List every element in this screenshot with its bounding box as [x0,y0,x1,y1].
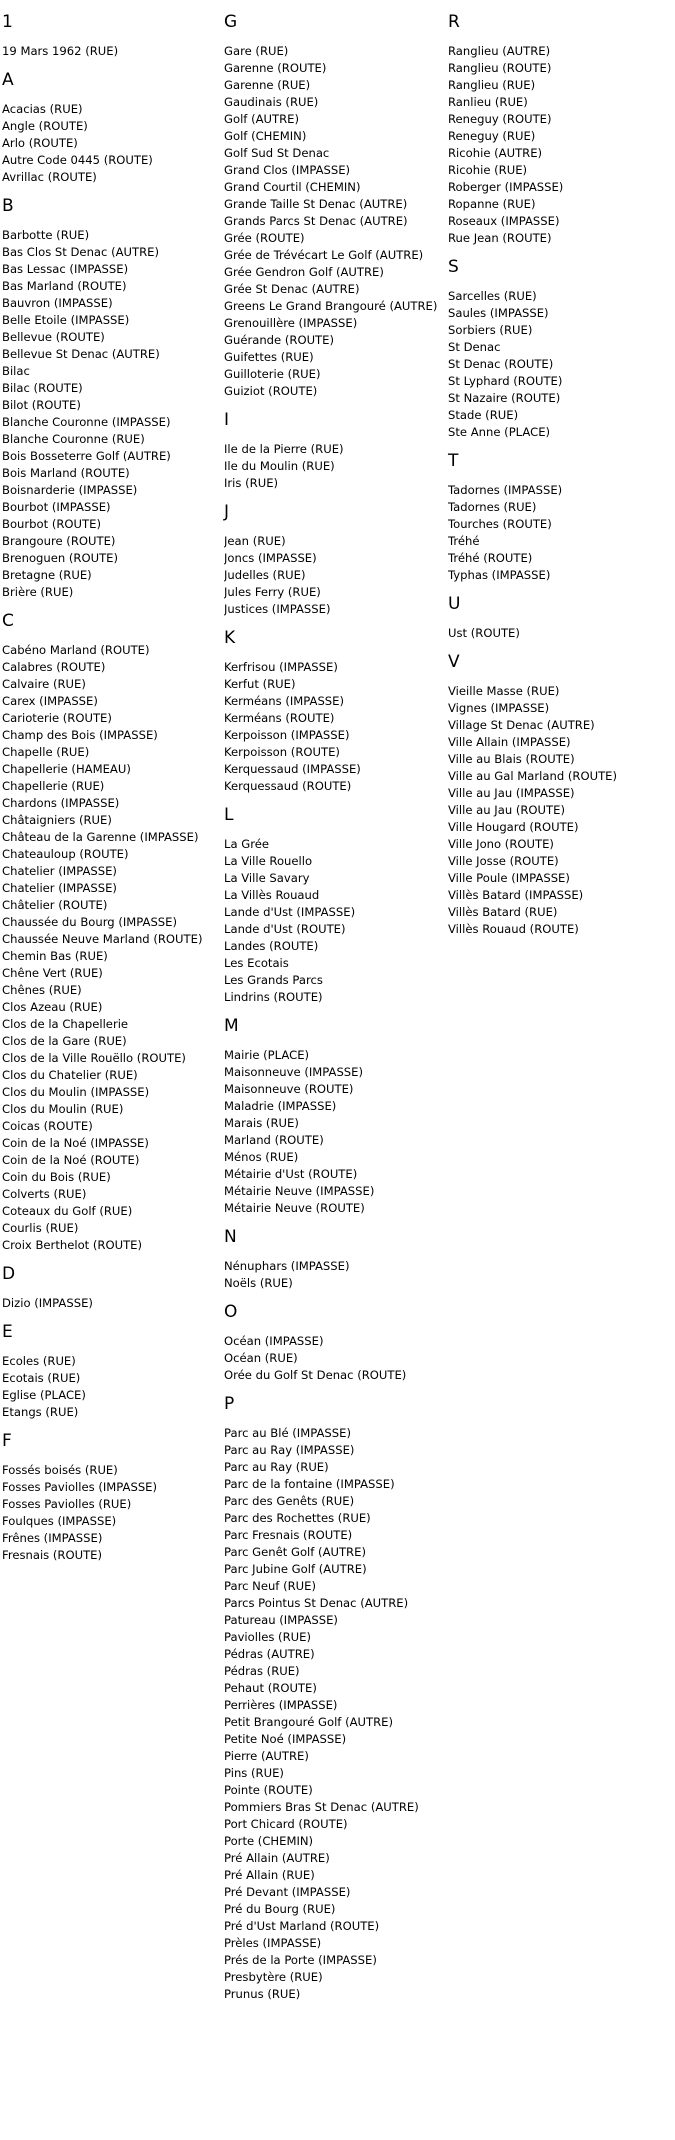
street-name: Parc Jubine Golf (AUTRE) [224,1562,367,1576]
street-name: Ust (ROUTE) [448,626,520,640]
street-name: Roseaux (IMPASSE) [448,214,560,228]
group-letter-heading: V [448,652,460,672]
group-letter-heading: C [2,611,14,631]
street-name: Chapelle (RUE) [2,745,90,759]
street-name: Mairie (PLACE) [224,1048,310,1062]
street-name: Grande Taille St Denac (AUTRE) [224,197,408,211]
street-name: Blanche Couronne (IMPASSE) [2,415,171,429]
street-name: Champ des Bois (IMPASSE) [2,728,158,742]
street-name: Eglise (PLACE) [2,1388,86,1402]
group-letter-heading: P [224,1394,235,1414]
street-name: Carioterie (ROUTE) [2,711,112,725]
street-name: Joncs (IMPASSE) [224,551,317,565]
street-name: Bellevue (ROUTE) [2,330,105,344]
street-name: Bourbot (IMPASSE) [2,500,111,514]
street-name: Parc de la fontaine (IMPASSE) [224,1477,395,1491]
group-letter-heading: U [448,594,461,614]
street-name: Ranglieu (RUE) [448,78,536,92]
street-name: Grée Gendron Golf (AUTRE) [224,265,384,279]
street-name: Lande d'Ust (IMPASSE) [224,905,356,919]
street-name: Clos du Moulin (IMPASSE) [2,1085,150,1099]
street-name: Vignes (IMPASSE) [448,701,550,715]
street-name: La Villès Rouaud [224,888,320,902]
street-name: Etangs (RUE) [2,1405,79,1419]
street-index-column-1 [2,12,222,1574]
street-name: Prés de la Porte (IMPASSE) [224,1953,377,1967]
letter-group [2,12,222,60]
street-name: Lande d'Ust (ROUTE) [224,922,346,936]
street-name: Reneguy (RUE) [448,129,536,143]
street-name: Métairie Neuve (IMPASSE) [224,1184,375,1198]
street-name: Acacias (RUE) [2,102,83,116]
street-name: Chêne Vert (RUE) [2,966,103,980]
street-name: Jean (RUE) [224,534,286,548]
street-name: Clos de la Gare (RUE) [2,1034,127,1048]
street-name: Clos du Moulin (RUE) [2,1102,124,1116]
letter-group [224,1016,446,1217]
street-name: Kerméans (IMPASSE) [224,694,345,708]
street-name: Pré d'Ust Marland (ROUTE) [224,1919,380,1933]
street-name: Chaussée Neuve Marland (ROUTE) [2,932,203,946]
group-letter-heading: D [2,1264,16,1284]
street-name: Parcs Pointus St Denac (AUTRE) [224,1596,409,1610]
street-name: Rue Jean (ROUTE) [448,231,552,245]
street-name: Fosses Paviolles (IMPASSE) [2,1480,158,1494]
street-name: Nénuphars (IMPASSE) [224,1259,350,1273]
street-name: Bas Marland (ROUTE) [2,279,127,293]
street-name: Ranlieu (RUE) [448,95,528,109]
letter-group [448,12,673,247]
street-name: Coteaux du Golf (RUE) [2,1204,133,1218]
street-name: Chemin Bas (RUE) [2,949,108,963]
letter-group [2,1322,222,1421]
street-name: Chapellerie (HAMEAU) [2,762,131,776]
street-name: Clos du Chatelier (RUE) [2,1068,138,1082]
street-name: Autre Code 0445 (ROUTE) [2,153,153,167]
street-list [224,441,446,492]
street-name: Bois Marland (ROUTE) [2,466,130,480]
street-name: Ville au Blais (ROUTE) [448,752,575,766]
street-name: Guifettes (RUE) [224,350,314,364]
street-name: Villès Batard (RUE) [448,905,558,919]
letter-group [224,628,446,795]
street-name: Pré Allain (RUE) [224,1868,315,1882]
street-name: Parc au Ray (RUE) [224,1460,329,1474]
street-name: Maisonneuve (ROUTE) [224,1082,354,1096]
street-name: Grée St Denac (AUTRE) [224,282,360,296]
street-index-column-3 [448,12,673,948]
street-name: Pré du Bourg (RUE) [224,1902,336,1916]
street-name: Chatelier (IMPASSE) [2,864,117,878]
street-list [448,683,673,938]
street-name: Parc Genêt Golf (AUTRE) [224,1545,366,1559]
street-name: Grenouillère (IMPASSE) [224,316,358,330]
street-name: Ecotais (RUE) [2,1371,81,1385]
street-list [2,43,222,60]
street-name: Maladrie (IMPASSE) [224,1099,337,1113]
street-name: Boisnarderie (IMPASSE) [2,483,138,497]
street-name: Ville Poule (IMPASSE) [448,871,570,885]
street-name: Marland (ROUTE) [224,1133,324,1147]
letter-group [224,410,446,492]
street-list [224,1333,446,1384]
group-letter-heading: J [224,502,230,522]
street-name: Gaudinais (RUE) [224,95,319,109]
street-name: Ville au Jau (IMPASSE) [448,786,575,800]
street-name: Saules (IMPASSE) [448,306,549,320]
group-letter-heading: S [448,257,459,277]
street-name: Calabres (ROUTE) [2,660,106,674]
street-name: Grée de Trévécart Le Golf (AUTRE) [224,248,424,262]
street-name: Les Ecotais [224,956,289,970]
street-name: St Lyphard (ROUTE) [448,374,563,388]
street-name: Pierre (AUTRE) [224,1749,309,1763]
street-name: Stade (RUE) [448,408,519,422]
street-name: Pédras (AUTRE) [224,1647,315,1661]
street-name: Belle Etoile (IMPASSE) [2,313,130,327]
street-list [224,43,446,400]
street-name: Coin du Bois (RUE) [2,1170,111,1184]
street-name: Parc Fresnais (ROUTE) [224,1528,353,1542]
street-name: Bilac [2,364,30,378]
street-name: Guilloterie (RUE) [224,367,321,381]
street-name: Ville Josse (ROUTE) [448,854,559,868]
street-name: Ville au Gal Marland (ROUTE) [448,769,618,783]
street-name: Château de la Garenne (IMPASSE) [2,830,199,844]
street-name: St Denac (ROUTE) [448,357,554,371]
street-name: Tréhé (ROUTE) [448,551,533,565]
street-name: Gare (RUE) [224,44,289,58]
street-name: Grands Parcs St Denac (AUTRE) [224,214,408,228]
street-name: Ranglieu (AUTRE) [448,44,551,58]
letter-group [448,652,673,938]
letter-group [2,1431,222,1564]
street-name: Brière (RUE) [2,585,74,599]
street-name: Petit Brangouré Golf (AUTRE) [224,1715,394,1729]
street-name: Arlo (ROUTE) [2,136,78,150]
letter-group [2,1264,222,1312]
street-name: Chênes (RUE) [2,983,82,997]
street-name: Ville Allain (IMPASSE) [448,735,571,749]
street-name: Bourbot (ROUTE) [2,517,101,531]
street-name: Pommiers Bras St Denac (AUTRE) [224,1800,419,1814]
street-list [224,1047,446,1217]
street-name: Ile de la Pierre (RUE) [224,442,344,456]
letter-group [224,1394,446,2003]
street-name: Clos de la Ville Rouëllo (ROUTE) [2,1051,186,1065]
street-name: Barbotte (RUE) [2,228,90,242]
street-list [2,101,222,186]
street-name: Les Grands Parcs [224,973,323,987]
street-name: La Ville Savary [224,871,310,885]
street-name: Bauvron (IMPASSE) [2,296,113,310]
group-letter-heading: R [448,12,460,32]
street-index-column-2 [224,12,446,2013]
street-list [448,288,673,441]
letter-group [2,196,222,601]
street-name: Croix Berthelot (ROUTE) [2,1238,143,1252]
street-name: Maisonneuve (IMPASSE) [224,1065,364,1079]
street-name: Ménos (RUE) [224,1150,299,1164]
street-name: Presbytère (RUE) [224,1970,323,1984]
street-name: Chardons (IMPASSE) [2,796,120,810]
street-name: Bilot (ROUTE) [2,398,81,412]
street-name: Iris (RUE) [224,476,279,490]
street-name: Kerfrisou (IMPASSE) [224,660,338,674]
street-list [2,1295,222,1312]
street-name: Tréhé [448,534,480,548]
street-name: Coicas (ROUTE) [2,1119,93,1133]
street-name: Perrières (IMPASSE) [224,1698,338,1712]
street-name: Ricohie (AUTRE) [448,146,543,160]
street-name: Foulques (IMPASSE) [2,1514,117,1528]
street-name: Kerquessaud (ROUTE) [224,779,352,793]
street-name: Carex (IMPASSE) [2,694,98,708]
street-name: Parc au Blé (IMPASSE) [224,1426,351,1440]
street-name: Dizio (IMPASSE) [2,1296,93,1310]
street-name: Garenne (RUE) [224,78,311,92]
street-name: Petite Noé (IMPASSE) [224,1732,347,1746]
street-name: Pré Allain (AUTRE) [224,1851,330,1865]
group-letter-heading: K [224,628,236,648]
street-name: Tourches (ROUTE) [448,517,552,531]
street-list [448,482,673,584]
letter-group [2,70,222,186]
street-list [2,227,222,601]
street-name: Ricohie (RUE) [448,163,528,177]
street-name: Kerméans (ROUTE) [224,711,335,725]
street-name: La Grée [224,837,270,851]
group-letter-heading: M [224,1016,239,1036]
street-name: Tadornes (RUE) [448,500,537,514]
letter-group [448,451,673,584]
street-list [224,533,446,618]
street-name: Parc au Ray (IMPASSE) [224,1443,355,1457]
group-letter-heading: G [224,12,238,32]
street-name: Clos Azeau (RUE) [2,1000,103,1014]
street-name: Fosses Paviolles (RUE) [2,1497,132,1511]
street-name: Kerfut (RUE) [224,677,296,691]
street-name: Océan (IMPASSE) [224,1334,324,1348]
street-name: Avrillac (ROUTE) [2,170,97,184]
street-name: Roberger (IMPASSE) [448,180,564,194]
street-name: Ecoles (RUE) [2,1354,76,1368]
street-name: Golf (AUTRE) [224,112,299,126]
street-name: Tadornes (IMPASSE) [448,483,563,497]
street-name: Bois Bosseterre Golf (AUTRE) [2,449,171,463]
street-name: Garenne (ROUTE) [224,61,327,75]
street-name: Sorbiers (RUE) [448,323,533,337]
street-name: St Denac [448,340,501,354]
letter-group [224,1302,446,1384]
street-name: Ile du Moulin (RUE) [224,459,335,473]
letter-group [448,594,673,642]
street-name: Landes (ROUTE) [224,939,319,953]
street-name: Guiziot (ROUTE) [224,384,318,398]
street-name: Courlis (RUE) [2,1221,79,1235]
street-name: Pédras (RUE) [224,1664,300,1678]
street-name: Port Chicard (ROUTE) [224,1817,348,1831]
street-name: Métairie d'Ust (ROUTE) [224,1167,358,1181]
street-name: Brenoguen (ROUTE) [2,551,119,565]
group-letter-heading: E [2,1322,13,1342]
street-name: La Ville Rouello [224,854,313,868]
street-name: Grée (ROUTE) [224,231,305,245]
street-name: Reneguy (ROUTE) [448,112,552,126]
street-name: Ropanne (RUE) [448,197,536,211]
street-name: Golf (CHEMIN) [224,129,307,143]
street-name: Angle (ROUTE) [2,119,88,133]
street-name: Métairie Neuve (ROUTE) [224,1201,365,1215]
street-name: Ville Jono (ROUTE) [448,837,554,851]
street-name: Coin de la Noé (ROUTE) [2,1153,140,1167]
street-list [224,659,446,795]
letter-group [224,12,446,400]
group-letter-heading: O [224,1302,238,1322]
street-name: Bas Clos St Denac (AUTRE) [2,245,160,259]
street-name: Bellevue St Denac (AUTRE) [2,347,160,361]
street-name: Pehaut (ROUTE) [224,1681,317,1695]
group-letter-heading: L [224,805,234,825]
street-name: Cabéno Marland (ROUTE) [2,643,150,657]
group-letter-heading: T [448,451,459,471]
street-name: Marais (RUE) [224,1116,299,1130]
street-name: Pointe (ROUTE) [224,1783,313,1797]
street-list [2,1353,222,1421]
group-letter-heading: B [2,196,14,216]
letter-group [224,502,446,618]
street-name: 19 Mars 1962 (RUE) [2,44,119,58]
street-name: Jules Ferry (RUE) [224,585,321,599]
street-name: Guérande (ROUTE) [224,333,334,347]
street-name: Ranglieu (ROUTE) [448,61,552,75]
street-name: Greens Le Grand Brangouré (AUTRE) [224,299,438,313]
street-name: Lindrins (ROUTE) [224,990,323,1004]
street-list [224,836,446,1006]
street-list [448,43,673,247]
street-name: Ville Hougard (ROUTE) [448,820,579,834]
street-name: Paviolles (RUE) [224,1630,311,1644]
street-name: Typhas (IMPASSE) [448,568,551,582]
street-name: Clos de la Chapellerie [2,1017,129,1031]
letter-group [224,805,446,1006]
street-name: Chaussée du Bourg (IMPASSE) [2,915,178,929]
street-list [448,625,673,642]
street-name: Porte (CHEMIN) [224,1834,314,1848]
street-name: Coin de la Noé (IMPASSE) [2,1136,149,1150]
street-name: Parc des Rochettes (RUE) [224,1511,371,1525]
street-name: Chatelier (IMPASSE) [2,881,117,895]
street-list [224,1258,446,1292]
street-name: Océan (RUE) [224,1351,298,1365]
street-name: Ste Anne (PLACE) [448,425,551,439]
street-name: Châtaigniers (RUE) [2,813,112,827]
street-name: Bas Lessac (IMPASSE) [2,262,129,276]
street-name: Villès Batard (IMPASSE) [448,888,584,902]
street-name: Colverts (RUE) [2,1187,87,1201]
street-name: Grand Courtil (CHEMIN) [224,180,361,194]
street-name: Ville au Jau (ROUTE) [448,803,565,817]
street-name: Vieille Masse (RUE) [448,684,560,698]
street-name: Fossés boisés (RUE) [2,1463,118,1477]
street-name: Justices (IMPASSE) [224,602,331,616]
street-name: Grand Clos (IMPASSE) [224,163,351,177]
street-name: Parc des Genêts (RUE) [224,1494,355,1508]
letter-group [2,611,222,1254]
street-name: Parc Neuf (RUE) [224,1579,316,1593]
street-list [224,1425,446,2003]
street-list [2,1462,222,1564]
street-name: St Nazaire (ROUTE) [448,391,561,405]
street-name: Prèles (IMPASSE) [224,1936,322,1950]
street-name: Kerpoisson (ROUTE) [224,745,340,759]
street-name: Frênes (IMPASSE) [2,1531,103,1545]
street-name: Patureau (IMPASSE) [224,1613,338,1627]
street-name: Fresnais (ROUTE) [2,1548,103,1562]
group-letter-heading: 1 [2,12,13,32]
street-name: Golf Sud St Denac [224,146,330,160]
street-name: Sarcelles (RUE) [448,289,537,303]
street-name: Chateauloup (ROUTE) [2,847,129,861]
street-name: Chapellerie (RUE) [2,779,105,793]
street-name: Prunus (RUE) [224,1987,301,2001]
letter-group [448,257,673,441]
street-name: Orée du Golf St Denac (ROUTE) [224,1368,407,1382]
street-name: Blanche Couronne (RUE) [2,432,145,446]
street-name: Brangoure (ROUTE) [2,534,116,548]
group-letter-heading: N [224,1227,237,1247]
street-name: Pré Devant (IMPASSE) [224,1885,351,1899]
street-name: Pins (RUE) [224,1766,284,1780]
street-name: Bretagne (RUE) [2,568,92,582]
street-name: Kerquessaud (IMPASSE) [224,762,361,776]
street-name: Calvaire (RUE) [2,677,86,691]
group-letter-heading: F [2,1431,12,1451]
street-name: Judelles (RUE) [224,568,306,582]
street-name: Noëls (RUE) [224,1276,293,1290]
group-letter-heading: A [2,70,14,90]
group-letter-heading: I [224,410,230,430]
street-name: Village St Denac (AUTRE) [448,718,595,732]
street-name: Châtelier (ROUTE) [2,898,108,912]
street-name: Bilac (ROUTE) [2,381,83,395]
street-list [2,642,222,1254]
letter-group [224,1227,446,1292]
street-name: Villès Rouaud (ROUTE) [448,922,579,936]
street-name: Kerpoisson (IMPASSE) [224,728,350,742]
